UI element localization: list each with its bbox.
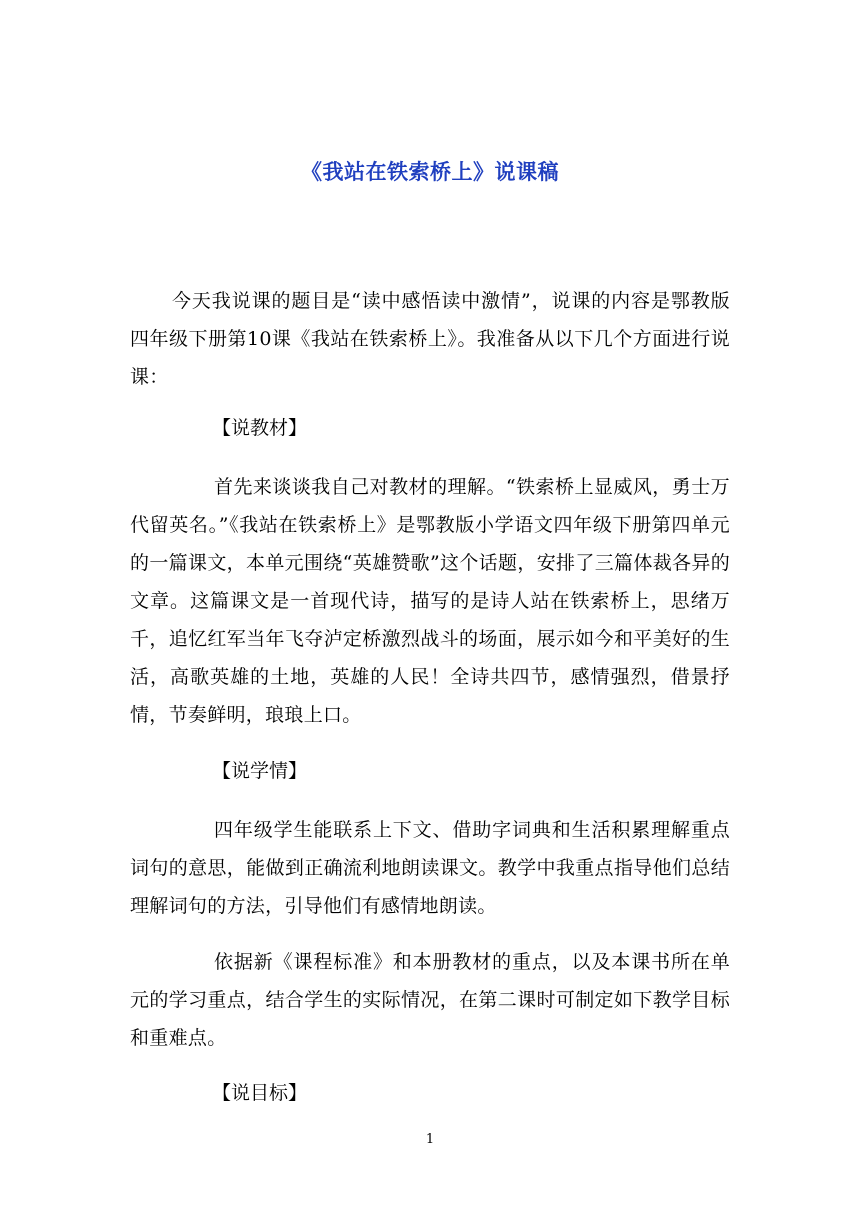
- students-paragraph: 四年级学生能联系上下文、借助字词典和生活积累理解重点词句的意思，能做到正确流利地朗读课文。教学中我重点指导他们总结理解词句的方法，引导他们有感情地朗读。: [130, 819, 730, 917]
- objectives-intro-paragraph: 依据新《课程标准》和本册教材的重点，以及本课书所在单元的学习重点，结合学生的实际情况，在第二课时可制定如下教学目标和重难点。: [130, 951, 730, 1049]
- section-heading-materials: 【说教材】: [212, 417, 308, 439]
- materials-paragraph: 首先来谈谈我自己对教材的理解。“铁索桥上显威风，勇士万代留英名。”《我站在铁索桥上》是鄂教版小学语文四年级下册第四单元的一篇课文，本单元围绕“英雄赞歌”这个话题，安排了三篇体裁各异的文章。这篇课文是一首现代诗，描写的是诗人站在铁索桥上，思绪万千，追忆红军当年飞夺泸定桥激烈战斗的场面，展示如今和平美好的生活，高歌英雄的土地，英雄的人民！全诗共四节，感情强烈，借景抒情，节奏鲜明，琅琅上口。: [130, 476, 730, 726]
- intro-paragraph: 今天我说课的题目是“读中感悟读中激情”，说课的内容是鄂教版四年级下册第10课《我站在铁索桥上》。我准备从以下几个方面进行说课：: [130, 290, 730, 388]
- document-title: 《我站在铁索桥上》说课稿: [301, 159, 559, 184]
- page-number: 1: [425, 1132, 435, 1147]
- section-heading-objectives: 【说目标】: [212, 1082, 308, 1104]
- section-heading-students: 【说学情】: [212, 760, 308, 782]
